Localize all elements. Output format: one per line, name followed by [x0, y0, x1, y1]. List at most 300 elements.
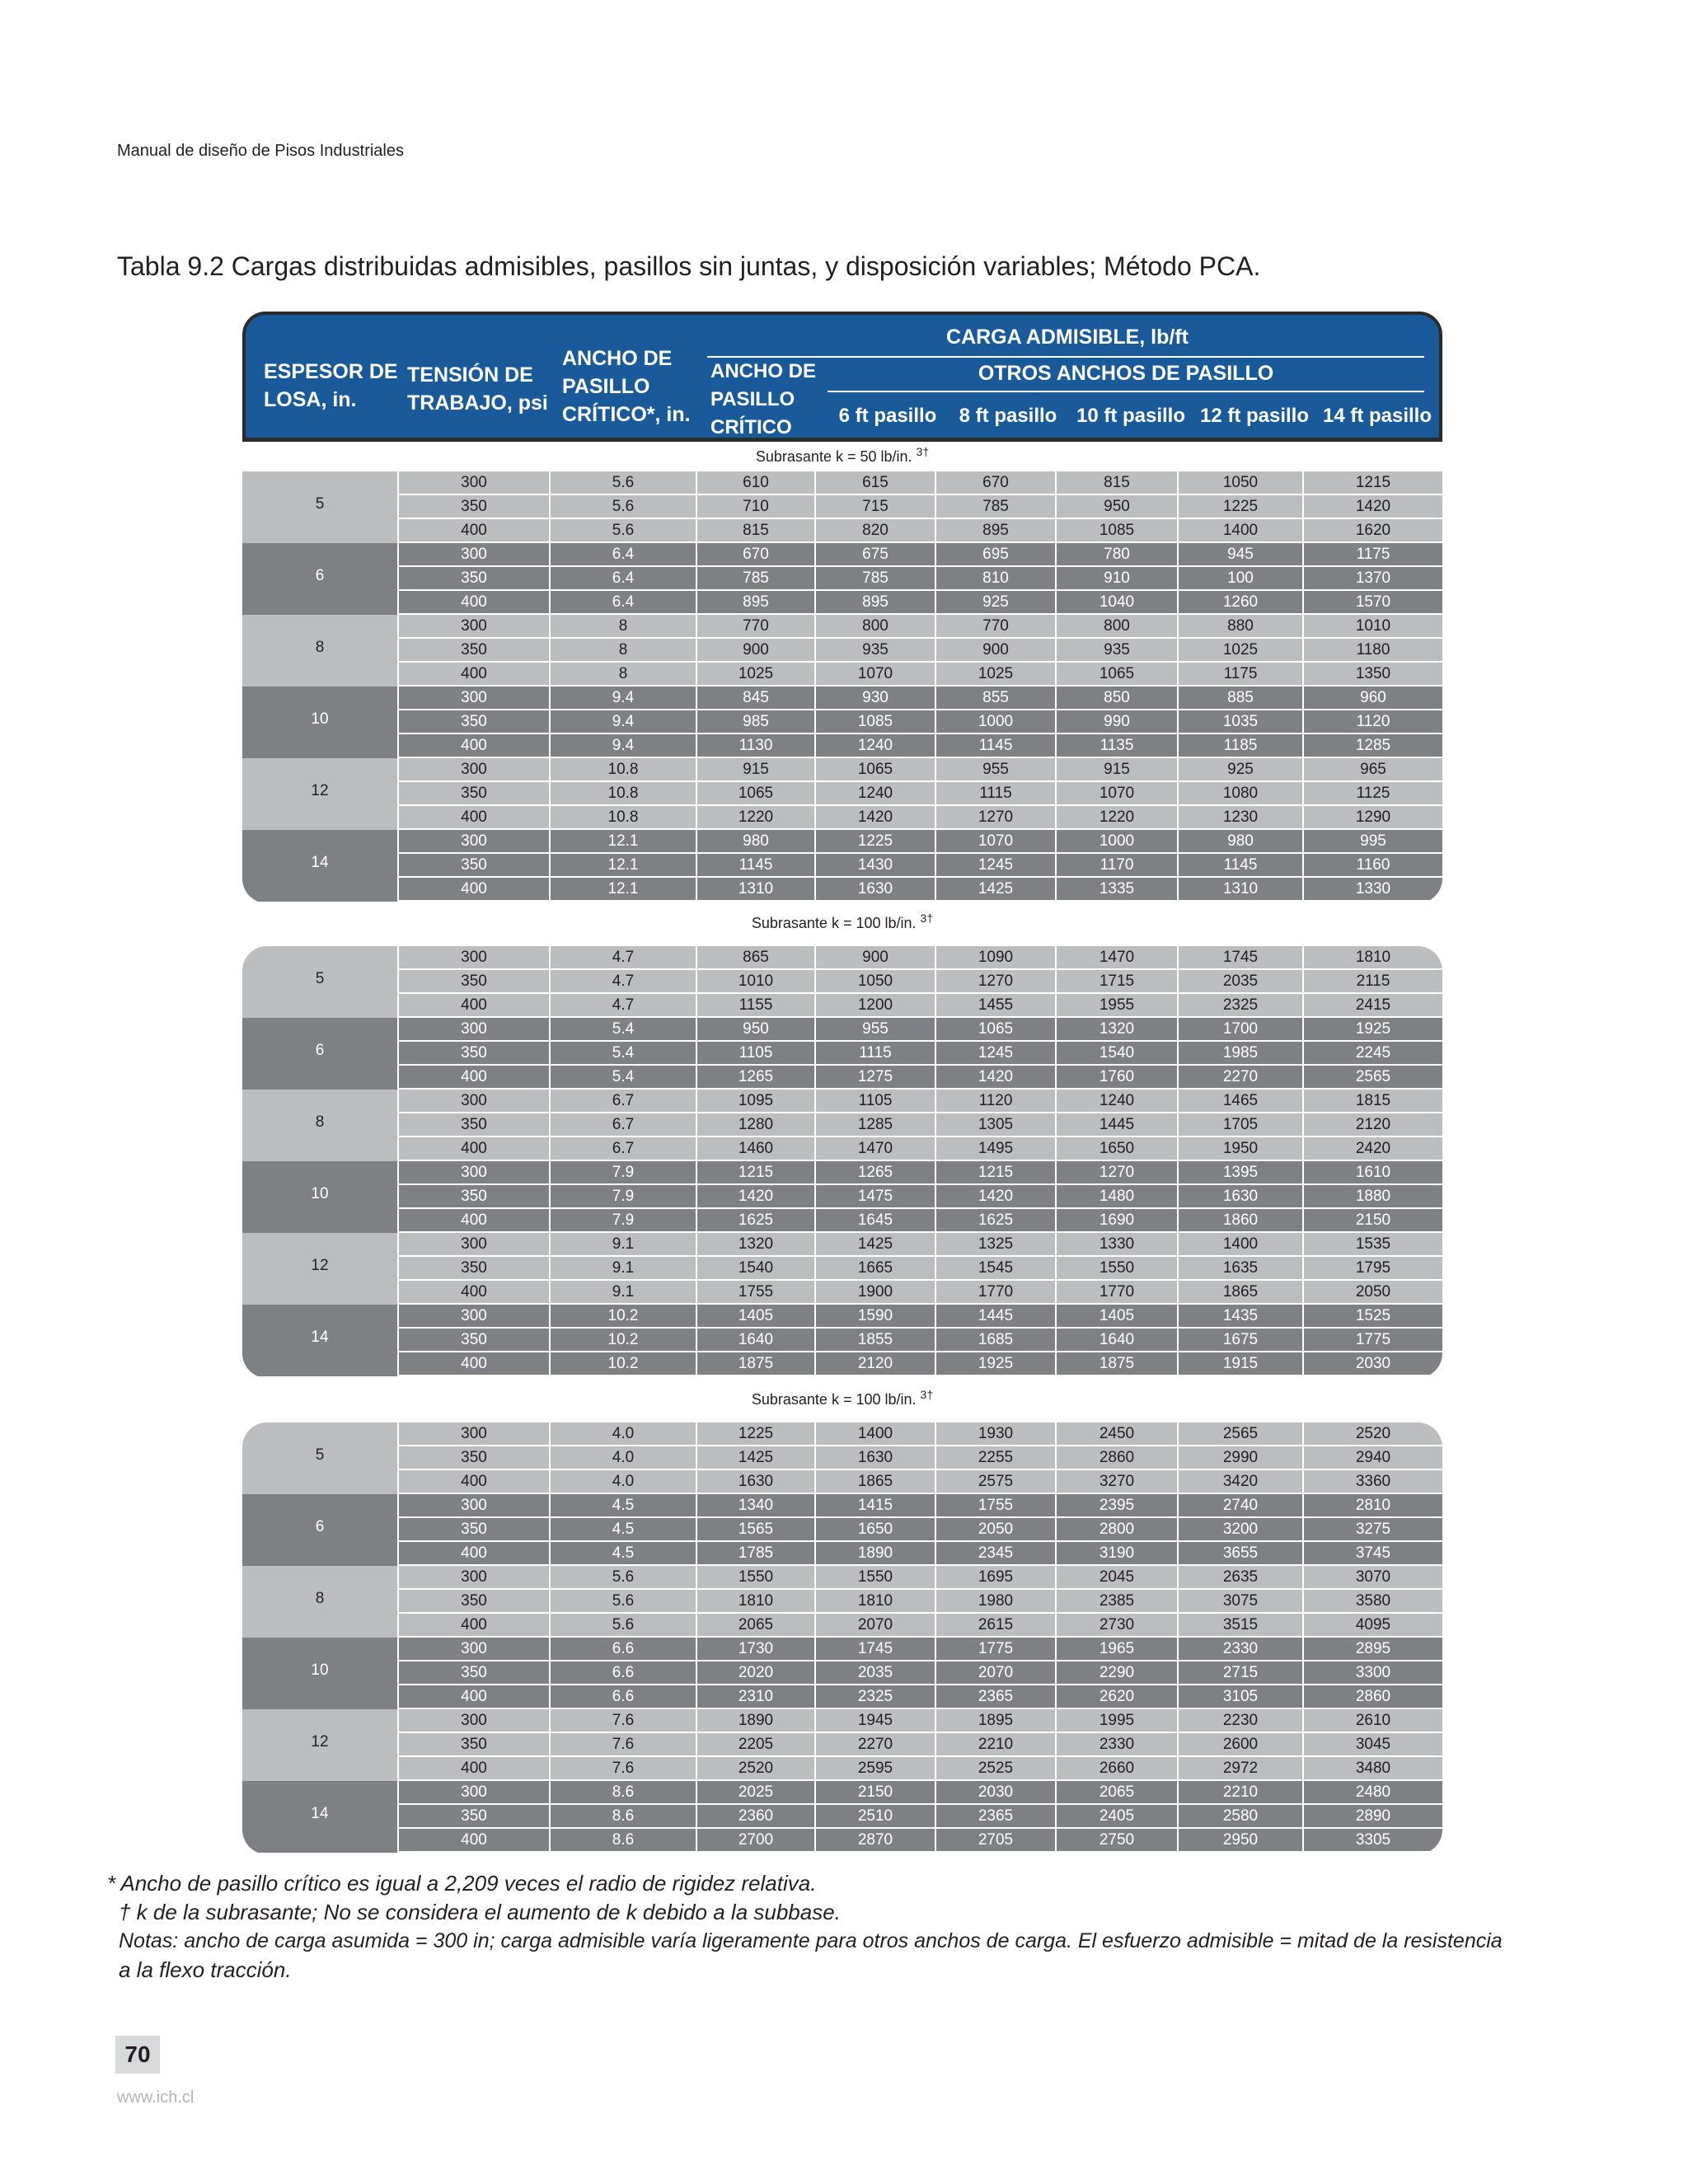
cell-14ft: 1175: [1304, 543, 1442, 565]
cell-tension: 400: [399, 806, 549, 828]
table-row: [399, 1542, 1442, 1566]
thickness-group: [242, 1018, 1442, 1090]
header-ancho-critico: ANCHO DE PASILLO CRÍTICO*, in.: [562, 347, 691, 426]
cell-ancho-critico: 5.6: [551, 1590, 696, 1612]
cell-10ft: 850: [1057, 687, 1177, 709]
cell-ancho-critico: 5.6: [551, 495, 696, 518]
section-subtitle: [242, 912, 1442, 932]
cell-6ft: 1065: [816, 758, 935, 780]
cell-10ft: 2620: [1057, 1685, 1177, 1708]
cell-10ft: 1760: [1057, 1066, 1177, 1088]
table-row: [399, 471, 1442, 495]
cell-tension: 350: [399, 1733, 549, 1755]
cell-12ft: 1745: [1179, 946, 1302, 968]
cell-14ft: 2030: [1304, 1352, 1442, 1375]
slab-thickness-value: 10: [311, 710, 329, 728]
cell-8ft: 1685: [936, 1329, 1055, 1351]
cell-10ft: 1540: [1057, 1042, 1177, 1064]
header-espesor: ESPESOR DE LOSA, in.: [264, 360, 398, 411]
cell-ancho-pasillo-critico: 1810: [697, 1590, 814, 1612]
footer-url: www.ich.cl: [117, 2088, 195, 2107]
cell-6ft: 1200: [816, 994, 935, 1016]
cell-10ft: 2660: [1057, 1757, 1177, 1779]
cell-6ft: 1400: [816, 1422, 935, 1445]
cell-6ft: 1425: [816, 1233, 935, 1255]
cell-8ft: 2345: [936, 1542, 1055, 1564]
cell-14ft: 1880: [1304, 1185, 1442, 1207]
table-row: [399, 994, 1442, 1018]
table-row: [399, 1829, 1442, 1853]
cell-14ft: 2895: [1304, 1638, 1442, 1660]
table-section: [242, 1422, 1442, 1854]
cell-8ft: 1215: [936, 1161, 1055, 1183]
thickness-group: [242, 1709, 1442, 1781]
table-row: [399, 615, 1442, 639]
slab-thickness-value: 14: [311, 1329, 329, 1346]
table-row: [399, 1257, 1442, 1281]
cell-12ft: 1675: [1179, 1329, 1302, 1351]
header-col-6ft: 6 ft pasillo: [838, 405, 937, 427]
cell-6ft: 1105: [816, 1090, 935, 1112]
cell-tension: 400: [399, 1066, 549, 1088]
cell-tension: 300: [399, 1781, 549, 1803]
cell-12ft: 2210: [1179, 1781, 1302, 1803]
cell-tension: 350: [399, 782, 549, 804]
note-assumptions-cont: a la flexo tracción.: [119, 1957, 292, 1982]
cell-14ft: 1620: [1304, 519, 1442, 541]
cell-ancho-critico: 12.1: [551, 830, 696, 852]
cell-12ft: 925: [1179, 758, 1302, 780]
cell-ancho-critico: 7.9: [551, 1209, 696, 1231]
cell-ancho-critico: 4.7: [551, 970, 696, 992]
slab-thickness-cell: [242, 1233, 397, 1305]
table-row: [399, 710, 1442, 734]
cell-8ft: 1625: [936, 1209, 1055, 1231]
cell-8ft: 770: [936, 615, 1055, 637]
cell-10ft: 1040: [1057, 591, 1177, 613]
cell-6ft: 800: [816, 615, 935, 637]
cell-ancho-critico: 8: [551, 615, 696, 637]
cell-12ft: 2715: [1179, 1661, 1302, 1684]
cell-ancho-pasillo-critico: 2360: [697, 1805, 814, 1827]
cell-ancho-pasillo-critico: 2025: [697, 1781, 814, 1803]
thickness-group: [242, 1638, 1442, 1709]
note-assumptions: Notas: ancho de carga asumida = 300 in; carga admisible varía ligeramente para otros anchos de carga. El esfuerzo admisible = mitad de la resistencia: [119, 1929, 1503, 1952]
cell-8ft: 1770: [936, 1281, 1055, 1303]
cell-12ft: 2035: [1179, 970, 1302, 992]
table-row: [399, 1305, 1442, 1329]
cell-8ft: 900: [936, 639, 1055, 661]
cell-8ft: 1695: [936, 1566, 1055, 1588]
cell-10ft: 1330: [1057, 1233, 1177, 1255]
cell-ancho-critico: 6.7: [551, 1113, 696, 1136]
cell-12ft: 3515: [1179, 1614, 1302, 1636]
thickness-group: [242, 946, 1442, 1018]
slab-thickness-cell: [242, 1709, 397, 1781]
cell-6ft: 1070: [816, 663, 935, 685]
table-row: [399, 1733, 1442, 1757]
cell-12ft: 1860: [1179, 1209, 1302, 1231]
cell-12ft: 1630: [1179, 1185, 1302, 1207]
table-row: [399, 1161, 1442, 1185]
cell-12ft: 1050: [1179, 471, 1302, 494]
cell-14ft: 3580: [1304, 1590, 1442, 1612]
slab-thickness-cell: [242, 1090, 397, 1161]
cell-ancho-critico: 9.1: [551, 1281, 696, 1303]
cell-6ft: 1630: [816, 878, 935, 900]
cell-8ft: 1145: [936, 734, 1055, 757]
table-title: Tabla 9.2 Cargas distribuidas admisibles, pasillos sin juntas, y disposición variables; Método PCA.: [117, 251, 1261, 281]
slab-thickness-value: 6: [315, 1518, 325, 1535]
cell-ancho-pasillo-critico: 1225: [697, 1422, 814, 1445]
cell-6ft: 615: [816, 471, 935, 494]
cell-14ft: 2940: [1304, 1446, 1442, 1469]
table-row: [399, 734, 1442, 758]
cell-ancho-pasillo-critico: 2310: [697, 1685, 814, 1708]
cell-12ft: 1400: [1179, 519, 1302, 541]
cell-14ft: 2810: [1304, 1494, 1442, 1516]
table-row: [399, 1137, 1442, 1161]
cell-ancho-critico: 5.4: [551, 1042, 696, 1064]
cell-12ft: 945: [1179, 543, 1302, 565]
cell-14ft: 1420: [1304, 495, 1442, 518]
cell-ancho-pasillo-critico: 1220: [697, 806, 814, 828]
slab-thickness-value: 14: [311, 1805, 329, 1822]
cell-14ft: 1525: [1304, 1305, 1442, 1327]
cell-10ft: 1640: [1057, 1329, 1177, 1351]
cell-12ft: 1080: [1179, 782, 1302, 804]
cell-tension: 400: [399, 1614, 549, 1636]
slab-thickness-cell: [242, 615, 397, 687]
cell-tension: 400: [399, 1352, 549, 1375]
header-col-10ft: 10 ft pasillo: [1076, 405, 1186, 427]
cell-ancho-pasillo-critico: 1785: [697, 1542, 814, 1564]
cell-6ft: 2595: [816, 1757, 935, 1779]
cell-12ft: 1260: [1179, 591, 1302, 613]
thickness-group: [242, 1422, 1442, 1494]
cell-8ft: 1070: [936, 830, 1055, 852]
cell-12ft: 2950: [1179, 1829, 1302, 1851]
note-subgrade-k: † k de la subrasante; No se considera el aumento de k debido a la subbase.: [119, 1900, 841, 1924]
cell-tension: 300: [399, 946, 549, 968]
cell-10ft: 2385: [1057, 1590, 1177, 1612]
cell-12ft: 3200: [1179, 1518, 1302, 1540]
cell-12ft: 1225: [1179, 495, 1302, 518]
cell-tension: 350: [399, 1113, 549, 1136]
cell-tension: 350: [399, 1257, 549, 1279]
cell-14ft: 995: [1304, 830, 1442, 852]
subtitle-text: Subrasante k = 100 lb/in.: [751, 1391, 917, 1408]
thickness-group: [242, 615, 1442, 687]
cell-tension: 400: [399, 1757, 549, 1779]
table-row: [399, 519, 1442, 543]
cell-ancho-critico: 7.6: [551, 1733, 696, 1755]
cell-tension: 400: [399, 878, 549, 900]
cell-10ft: 1220: [1057, 806, 1177, 828]
cell-6ft: 2120: [816, 1352, 935, 1375]
slab-thickness-cell: [242, 1566, 397, 1638]
cell-ancho-pasillo-critico: 1405: [697, 1305, 814, 1327]
cell-tension: 300: [399, 1709, 549, 1732]
table-row: [399, 1185, 1442, 1209]
cell-ancho-critico: 6.7: [551, 1090, 696, 1112]
cell-ancho-critico: 12.1: [551, 878, 696, 900]
slab-thickness-cell: [242, 471, 397, 543]
table-section: [242, 946, 1442, 1378]
cell-ancho-critico: 4.7: [551, 946, 696, 968]
cell-ancho-pasillo-critico: 1320: [697, 1233, 814, 1255]
cell-14ft: 3305: [1304, 1829, 1442, 1851]
cell-10ft: 2730: [1057, 1614, 1177, 1636]
cell-ancho-pasillo-critico: 1755: [697, 1281, 814, 1303]
cell-12ft: 1145: [1179, 854, 1302, 876]
cell-10ft: 1770: [1057, 1281, 1177, 1303]
cell-ancho-pasillo-critico: 2520: [697, 1757, 814, 1779]
cell-ancho-pasillo-critico: 1095: [697, 1090, 814, 1112]
cell-tension: 300: [399, 687, 549, 709]
cell-ancho-critico: 10.2: [551, 1352, 696, 1375]
cell-ancho-critico: 9.1: [551, 1257, 696, 1279]
cell-6ft: 2325: [816, 1685, 935, 1708]
cell-ancho-critico: 4.5: [551, 1518, 696, 1540]
cell-tension: 350: [399, 854, 549, 876]
cell-ancho-pasillo-critico: 1065: [697, 782, 814, 804]
cell-8ft: 1325: [936, 1233, 1055, 1255]
cell-6ft: 715: [816, 495, 935, 518]
cell-6ft: 1745: [816, 1638, 935, 1660]
cell-ancho-critico: 4.0: [551, 1422, 696, 1445]
cell-10ft: 3190: [1057, 1542, 1177, 1564]
cell-12ft: 2325: [1179, 994, 1302, 1016]
cell-10ft: 1480: [1057, 1185, 1177, 1207]
cell-ancho-pasillo-critico: 1310: [697, 878, 814, 900]
cell-6ft: 1240: [816, 734, 935, 757]
cell-ancho-critico: 5.6: [551, 519, 696, 541]
cell-tension: 300: [399, 615, 549, 637]
page-number: 70: [115, 2036, 160, 2074]
cell-ancho-pasillo-critico: 1625: [697, 1209, 814, 1231]
cell-8ft: 895: [936, 519, 1055, 541]
table-row: [399, 1329, 1442, 1352]
cell-8ft: 2615: [936, 1614, 1055, 1636]
cell-6ft: 1475: [816, 1185, 935, 1207]
cell-ancho-pasillo-critico: 1565: [697, 1518, 814, 1540]
thickness-group: [242, 1090, 1442, 1161]
cell-10ft: 780: [1057, 543, 1177, 565]
cell-tension: 300: [399, 471, 549, 494]
cell-8ft: 1025: [936, 663, 1055, 685]
thickness-group: [242, 1161, 1442, 1233]
cell-14ft: 2860: [1304, 1685, 1442, 1708]
cell-10ft: 3270: [1057, 1470, 1177, 1493]
running-head: Manual de diseño de Pisos Industriales: [117, 142, 404, 160]
cell-10ft: 1995: [1057, 1709, 1177, 1732]
cell-14ft: 3275: [1304, 1518, 1442, 1540]
slab-thickness-value: 6: [315, 567, 325, 584]
slab-thickness-value: 5: [315, 970, 325, 987]
cell-12ft: 2330: [1179, 1638, 1302, 1660]
cell-12ft: 2600: [1179, 1733, 1302, 1755]
cell-14ft: 2050: [1304, 1281, 1442, 1303]
slab-thickness-cell: [242, 758, 397, 830]
cell-8ft: 2030: [936, 1781, 1055, 1803]
cell-8ft: 1305: [936, 1113, 1055, 1136]
cell-10ft: 2860: [1057, 1446, 1177, 1469]
cell-8ft: 1930: [936, 1422, 1055, 1445]
cell-8ft: 1270: [936, 806, 1055, 828]
table-row: [399, 1566, 1442, 1590]
cell-10ft: 1690: [1057, 1209, 1177, 1231]
cell-10ft: 2450: [1057, 1422, 1177, 1445]
cell-ancho-critico: 6.4: [551, 543, 696, 565]
cell-12ft: 980: [1179, 830, 1302, 852]
cell-14ft: 1290: [1304, 806, 1442, 828]
slab-thickness-value: 10: [311, 1661, 329, 1679]
cell-8ft: 1495: [936, 1137, 1055, 1160]
cell-10ft: 2065: [1057, 1781, 1177, 1803]
cell-tension: 300: [399, 1090, 549, 1112]
cell-8ft: 1755: [936, 1494, 1055, 1516]
cell-ancho-pasillo-critico: 1640: [697, 1329, 814, 1351]
cell-ancho-pasillo-critico: 2020: [697, 1661, 814, 1684]
table-row: [399, 1614, 1442, 1638]
table-row: [399, 1422, 1442, 1446]
cell-12ft: 1705: [1179, 1113, 1302, 1136]
slab-thickness-cell: [242, 1638, 397, 1709]
cell-14ft: 1610: [1304, 1161, 1442, 1183]
cell-14ft: 3300: [1304, 1661, 1442, 1684]
cell-ancho-critico: 5.6: [551, 1566, 696, 1588]
cell-14ft: 1215: [1304, 471, 1442, 494]
cell-tension: 400: [399, 519, 549, 541]
cell-8ft: 2210: [936, 1733, 1055, 1755]
cell-ancho-pasillo-critico: 1550: [697, 1566, 814, 1588]
cell-6ft: 1945: [816, 1709, 935, 1732]
table-row: [399, 1518, 1442, 1542]
cell-14ft: 2415: [1304, 994, 1442, 1016]
header-col-12ft: 12 ft pasillo: [1199, 405, 1310, 427]
cell-8ft: 1425: [936, 878, 1055, 900]
header-ancho-pasillo-critico: ANCHO DE PASILLO CRÍTICO: [710, 360, 817, 438]
cell-tension: 350: [399, 970, 549, 992]
cell-12ft: 3420: [1179, 1470, 1302, 1493]
cell-ancho-pasillo-critico: 1420: [697, 1185, 814, 1207]
cell-14ft: 2115: [1304, 970, 1442, 992]
cell-10ft: 1470: [1057, 946, 1177, 968]
thickness-group: [242, 1305, 1442, 1376]
cell-tension: 300: [399, 1422, 549, 1445]
subtitle-superscript: 3†: [920, 1388, 934, 1401]
table-row: [399, 1352, 1442, 1376]
thickness-group: [242, 830, 1442, 902]
slab-thickness-value: 12: [311, 1257, 329, 1274]
cell-8ft: 1065: [936, 1018, 1055, 1040]
cell-ancho-critico: 4.5: [551, 1494, 696, 1516]
cell-14ft: 1775: [1304, 1329, 1442, 1351]
cell-6ft: 2870: [816, 1829, 935, 1851]
cell-6ft: 930: [816, 687, 935, 709]
cell-6ft: 1650: [816, 1518, 935, 1540]
cell-14ft: 3480: [1304, 1757, 1442, 1779]
slab-thickness-value: 12: [311, 1733, 329, 1750]
cell-8ft: 2525: [936, 1757, 1055, 1779]
subtitle-superscript: 3†: [920, 912, 934, 925]
cell-8ft: 1895: [936, 1709, 1055, 1732]
table-row: [399, 1233, 1442, 1257]
cell-ancho-pasillo-critico: 1280: [697, 1113, 814, 1136]
cell-8ft: 2070: [936, 1661, 1055, 1684]
thickness-group: [242, 1566, 1442, 1638]
cell-6ft: 1430: [816, 854, 935, 876]
cell-ancho-pasillo-critico: 1540: [697, 1257, 814, 1279]
cell-6ft: 1050: [816, 970, 935, 992]
cell-10ft: 1335: [1057, 878, 1177, 900]
cell-12ft: 1950: [1179, 1137, 1302, 1160]
cell-12ft: 1435: [1179, 1305, 1302, 1327]
cell-10ft: 1270: [1057, 1161, 1177, 1183]
cell-tension: 400: [399, 1829, 549, 1851]
thickness-group: [242, 758, 1442, 830]
cell-6ft: 1225: [816, 830, 935, 852]
table-row: [399, 687, 1442, 710]
cell-8ft: 1420: [936, 1185, 1055, 1207]
cell-ancho-pasillo-critico: 770: [697, 615, 814, 637]
cell-ancho-critico: 9.4: [551, 734, 696, 757]
cell-tension: 400: [399, 994, 549, 1016]
cell-ancho-pasillo-critico: 710: [697, 495, 814, 518]
cell-tension: 300: [399, 830, 549, 852]
cell-14ft: 3070: [1304, 1566, 1442, 1588]
thickness-group: [242, 687, 1442, 758]
cell-12ft: 1230: [1179, 806, 1302, 828]
cell-12ft: 2270: [1179, 1066, 1302, 1088]
cell-6ft: 1415: [816, 1494, 935, 1516]
slab-thickness-cell: [242, 946, 397, 1018]
cell-ancho-critico: 4.0: [551, 1446, 696, 1469]
cell-tension: 400: [399, 734, 549, 757]
cell-12ft: 2990: [1179, 1446, 1302, 1469]
cell-8ft: 1925: [936, 1352, 1055, 1375]
cell-8ft: 925: [936, 591, 1055, 613]
cell-tension: 300: [399, 1233, 549, 1255]
cell-ancho-critico: 8.6: [551, 1829, 696, 1851]
table-row: [399, 1066, 1442, 1090]
cell-14ft: 960: [1304, 687, 1442, 709]
cell-tension: 300: [399, 758, 549, 780]
cell-ancho-critico: 7.6: [551, 1757, 696, 1779]
cell-10ft: 1445: [1057, 1113, 1177, 1136]
cell-ancho-pasillo-critico: 1155: [697, 994, 814, 1016]
cell-tension: 400: [399, 1685, 549, 1708]
cell-14ft: 1795: [1304, 1257, 1442, 1279]
cell-6ft: 1470: [816, 1137, 935, 1160]
cell-ancho-pasillo-critico: 1265: [697, 1066, 814, 1088]
cell-ancho-critico: 12.1: [551, 854, 696, 876]
cell-ancho-pasillo-critico: 900: [697, 639, 814, 661]
cell-tension: 300: [399, 543, 549, 565]
cell-14ft: 1010: [1304, 615, 1442, 637]
cell-12ft: 1865: [1179, 1281, 1302, 1303]
cell-6ft: 2035: [816, 1661, 935, 1684]
slab-thickness-value: 8: [315, 1113, 325, 1131]
table-row: [399, 1281, 1442, 1305]
cell-ancho-critico: 9.1: [551, 1233, 696, 1255]
cell-14ft: 2480: [1304, 1781, 1442, 1803]
cell-ancho-critico: 6.6: [551, 1661, 696, 1684]
cell-ancho-critico: 10.8: [551, 782, 696, 804]
cell-6ft: 935: [816, 639, 935, 661]
table-row: [399, 946, 1442, 970]
